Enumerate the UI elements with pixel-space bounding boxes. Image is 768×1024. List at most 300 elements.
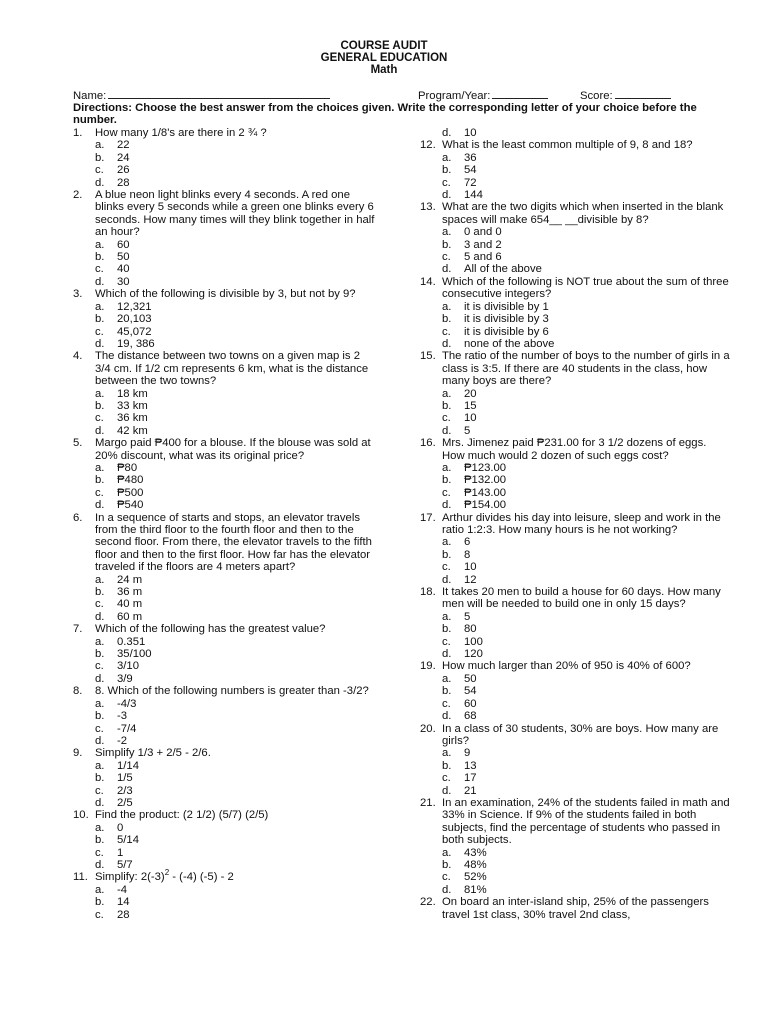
choice-text: 8 xyxy=(464,548,471,561)
question-number: 15. xyxy=(420,350,436,363)
answer-choice xyxy=(73,177,378,189)
answer-choice xyxy=(73,586,378,598)
answer-choice xyxy=(73,263,378,275)
left-column xyxy=(73,127,378,921)
choice-letter: b. xyxy=(95,648,105,661)
choice-text: 35/100 xyxy=(117,648,152,661)
choice-text: 60 xyxy=(464,697,477,710)
choice-letter: c. xyxy=(95,263,104,276)
question-text: Arthur divides his day into leisure, sleep and work in the ratio 1:2:3. How many hours is he not working? xyxy=(442,511,721,536)
title-subject: Math xyxy=(370,64,398,76)
question-18 xyxy=(420,586,732,660)
choice-text: 5 xyxy=(464,610,471,623)
question-text: 8. Which of the following numbers is greater than -3/2? xyxy=(95,685,369,698)
question-21 xyxy=(420,797,732,896)
choice-letter: a. xyxy=(442,747,452,760)
question-text: How much larger than 20% of 950 is 40% of 600? xyxy=(442,660,691,673)
answer-choice xyxy=(73,772,378,784)
choice-letter: a. xyxy=(95,883,105,896)
answer-choice xyxy=(420,685,732,697)
choice-letter: a. xyxy=(442,226,452,239)
question-text: What are the two digits which when inserted in the blank spaces will make 654__ __divisible by 8? xyxy=(442,201,724,226)
choice-text: 10 xyxy=(464,127,477,139)
choice-text: ₱132.00 xyxy=(464,474,507,487)
choice-letter: b. xyxy=(95,151,105,164)
choice-letter: a. xyxy=(95,300,105,313)
answer-choice xyxy=(73,797,378,809)
choice-text: 5 and 6 xyxy=(464,251,502,264)
choice-letter: b. xyxy=(95,399,105,412)
choice-letter: b. xyxy=(442,399,452,412)
choice-letter: a. xyxy=(95,461,105,474)
answer-choice xyxy=(73,598,378,610)
choice-letter: c. xyxy=(442,697,451,710)
answer-choice xyxy=(73,499,378,511)
answer-choice xyxy=(73,896,378,908)
answer-choice xyxy=(73,735,378,747)
question-number: 18. xyxy=(420,586,436,599)
answer-choice xyxy=(73,139,378,151)
answer-choice xyxy=(420,239,732,251)
choice-text: ₱143.00 xyxy=(464,486,507,499)
question-number: 22. xyxy=(420,896,436,909)
choice-text: 0.351 xyxy=(117,635,146,648)
answer-choice xyxy=(73,710,378,722)
answer-choice xyxy=(73,487,378,499)
answer-choice xyxy=(420,884,732,896)
answer-choice xyxy=(73,388,378,400)
question-number: 2. xyxy=(73,189,83,202)
choice-text: 1/14 xyxy=(117,759,139,772)
title-course-audit: COURSE AUDIT xyxy=(340,40,428,52)
answer-choice xyxy=(420,177,732,189)
question-text: Simplify 1/3 + 2/5 - 2/6. xyxy=(95,747,211,760)
choice-text: 80 xyxy=(464,623,477,636)
choice-text: -4 xyxy=(117,883,128,896)
question-number: 12. xyxy=(420,139,436,152)
choice-letter: b. xyxy=(95,474,105,487)
answer-choice xyxy=(420,611,732,623)
choice-letter: c. xyxy=(95,486,104,499)
choice-letter: b. xyxy=(95,896,105,909)
choice-letter: a. xyxy=(442,672,452,685)
question-number: 7. xyxy=(73,623,83,636)
choice-letter: d. xyxy=(442,784,452,797)
choice-letter: d. xyxy=(442,710,452,723)
choice-text: 54 xyxy=(464,685,477,698)
choice-text: ₱123.00 xyxy=(464,461,507,474)
answer-choice xyxy=(73,164,378,176)
answer-choice xyxy=(73,251,378,263)
choice-text: it is divisible by 6 xyxy=(464,325,549,338)
choice-letter: b. xyxy=(442,858,452,871)
choice-letter: c. xyxy=(442,561,451,574)
question-7 xyxy=(73,623,378,685)
question-text: In a class of 30 students, 30% are boys. How many are girls? xyxy=(442,722,719,747)
question-4 xyxy=(73,350,378,437)
answer-choice xyxy=(73,326,378,338)
answer-choice xyxy=(73,412,378,424)
choice-letter: d. xyxy=(95,499,105,512)
question-text: On board an inter-island ship, 25% of the passengers travel 1st class, 30% travel 2nd class, xyxy=(442,896,709,921)
choice-letter: a. xyxy=(95,759,105,772)
choice-letter: d. xyxy=(442,127,452,139)
answer-choice xyxy=(420,189,732,201)
answer-choice xyxy=(73,301,378,313)
score-blank[interactable] xyxy=(615,88,671,99)
question-15 xyxy=(420,350,732,437)
choice-text: 36 xyxy=(464,151,477,164)
answer-choice xyxy=(420,710,732,722)
answer-choice xyxy=(73,834,378,846)
answer-choice xyxy=(73,859,378,871)
answer-choice xyxy=(420,673,732,685)
answer-choice xyxy=(420,698,732,710)
choice-letter: c. xyxy=(95,325,104,338)
program-year-field[interactable] xyxy=(418,88,548,102)
answer-choice xyxy=(73,313,378,325)
choice-text: 60 xyxy=(117,238,130,251)
choice-letter: c. xyxy=(95,164,104,177)
choice-letter: b. xyxy=(442,313,452,326)
choice-letter: c. xyxy=(442,325,451,338)
choice-text: 10 xyxy=(464,561,477,574)
answer-choice xyxy=(73,648,378,660)
choice-letter: d. xyxy=(95,610,105,623)
answer-choice xyxy=(420,388,732,400)
choice-letter: a. xyxy=(442,610,452,623)
choice-letter: a. xyxy=(95,697,105,710)
choice-letter: c. xyxy=(442,772,451,785)
question-2 xyxy=(73,189,378,288)
choice-letter: a. xyxy=(442,300,452,313)
answer-choice xyxy=(73,822,378,834)
choice-letter: b. xyxy=(95,251,105,264)
choice-letter: b. xyxy=(442,759,452,772)
choice-letter: d. xyxy=(442,883,452,896)
choice-text: it is divisible by 3 xyxy=(464,313,549,326)
choice-text: 14 xyxy=(117,896,130,909)
choice-letter: c. xyxy=(442,412,451,425)
choice-text: none of the above xyxy=(464,337,555,350)
choice-text: 17 xyxy=(464,772,477,785)
choice-text: 81% xyxy=(464,883,487,896)
choice-text: 15 xyxy=(464,399,477,412)
answer-choice xyxy=(73,673,378,685)
choice-text: 0 and 0 xyxy=(464,226,502,239)
answer-choice xyxy=(420,412,732,424)
choice-letter: d. xyxy=(95,734,105,747)
question-9 xyxy=(73,747,378,809)
answer-choice xyxy=(420,859,732,871)
answer-choice xyxy=(420,499,732,511)
choice-text: it is divisible by 1 xyxy=(464,300,549,313)
choice-text: 24 xyxy=(117,151,130,164)
answer-choice xyxy=(73,847,378,859)
question-10 xyxy=(73,809,378,871)
choice-letter: a. xyxy=(442,536,452,549)
question-number: 21. xyxy=(420,796,436,809)
question-text: Mrs. Jimenez paid ₱231.00 for 3 1/2 dozens of eggs. How much would 2 dozen of such eggs cost? xyxy=(442,437,707,462)
question-number: 13. xyxy=(420,201,436,214)
answer-choice xyxy=(420,474,732,486)
choice-letter: d. xyxy=(95,672,105,685)
choice-text: -2 xyxy=(117,734,128,747)
choice-letter: a. xyxy=(95,387,105,400)
choice-text: 20,103 xyxy=(117,313,152,326)
choice-text: 36 m xyxy=(117,586,143,599)
answer-choice xyxy=(73,152,378,164)
question-text: In an examination, 24% of the students failed in math and 33% in Science. If 9% of the students failed in both subjects, find the percentage of students who passed in both subjects. xyxy=(442,796,730,847)
choice-letter: b. xyxy=(442,685,452,698)
answer-choice xyxy=(420,871,732,883)
choice-text: 22 xyxy=(117,139,130,152)
choice-letter: c. xyxy=(95,846,104,859)
answer-choice xyxy=(420,326,732,338)
choice-letter: a. xyxy=(442,461,452,474)
choice-text: 0 xyxy=(117,821,124,834)
answer-choice xyxy=(73,276,378,288)
answer-choice xyxy=(73,338,378,350)
question-5 xyxy=(73,437,378,511)
choice-letter: c. xyxy=(442,176,451,189)
question-number: 17. xyxy=(420,511,436,524)
answer-choice xyxy=(73,462,378,474)
answer-choice xyxy=(73,698,378,710)
choice-letter: b. xyxy=(95,586,105,599)
question-number: 20. xyxy=(420,722,436,735)
answer-choice xyxy=(420,561,732,573)
choice-text: 50 xyxy=(117,251,130,264)
directions: Directions: Choose the best answer from the choices given. Write the corresponding letter of your choice before the number. xyxy=(73,102,697,127)
choice-letter: d. xyxy=(95,796,105,809)
choice-letter: d. xyxy=(95,424,105,437)
answer-choice xyxy=(73,884,378,896)
question-8 xyxy=(73,685,378,747)
choice-letter: c. xyxy=(95,908,104,921)
choice-text: 40 m xyxy=(117,598,143,611)
choice-text: 60 m xyxy=(117,610,143,623)
question-number: 6. xyxy=(73,511,83,524)
choice-text: 52% xyxy=(464,871,487,884)
answer-choice xyxy=(73,400,378,412)
question-22 xyxy=(420,896,732,921)
question-text: What is the least common multiple of 9, 8 and 18? xyxy=(442,139,693,152)
choice-letter: c. xyxy=(95,660,104,673)
answer-choice xyxy=(420,760,732,772)
choice-text: 45,072 xyxy=(117,325,152,338)
question-number: 10. xyxy=(73,809,89,822)
choice-letter: b. xyxy=(442,623,452,636)
choice-letter: d. xyxy=(442,263,452,276)
choice-text: 43% xyxy=(464,846,487,859)
answer-choice xyxy=(420,152,732,164)
score-field[interactable] xyxy=(580,88,671,102)
choice-text: -7/4 xyxy=(117,722,137,735)
question-text: Margo paid ₱400 for a blouse. If the blouse was sold at 20% discount, what was its original price? xyxy=(95,437,371,462)
choice-letter: d. xyxy=(442,424,452,437)
choice-text: 42 km xyxy=(117,424,148,437)
choice-letter: c. xyxy=(95,412,104,425)
question-number: 5. xyxy=(73,437,83,450)
choice-letter: d. xyxy=(442,189,452,202)
choice-letter: d. xyxy=(95,275,105,288)
right-column xyxy=(420,127,732,921)
choice-text: 18 km xyxy=(117,387,148,400)
answer-choice xyxy=(420,847,732,859)
choice-letter: b. xyxy=(442,164,452,177)
question-16 xyxy=(420,437,732,511)
choice-text: 2/5 xyxy=(117,796,133,809)
answer-choice xyxy=(73,723,378,735)
choice-text: 54 xyxy=(464,164,477,177)
name-field[interactable] xyxy=(73,88,330,102)
choice-text: 12 xyxy=(464,573,477,586)
answer-choice xyxy=(73,474,378,486)
question-11 xyxy=(73,868,378,921)
choice-text: 68 xyxy=(464,710,477,723)
choice-letter: b. xyxy=(95,772,105,785)
question-number: 3. xyxy=(73,288,83,301)
choice-letter: c. xyxy=(95,722,104,735)
choice-text: 50 xyxy=(464,672,477,685)
program-year-blank[interactable] xyxy=(492,88,548,99)
choice-text: ₱540 xyxy=(117,499,144,512)
question-6 xyxy=(73,512,378,624)
choice-text: 48% xyxy=(464,858,487,871)
choice-letter: b. xyxy=(442,474,452,487)
question-number: 8. xyxy=(73,685,83,698)
choice-letter: a. xyxy=(95,821,105,834)
answer-choice xyxy=(420,772,732,784)
choice-text: ₱154.00 xyxy=(464,499,507,512)
choice-text: 24 m xyxy=(117,573,143,586)
answer-choice xyxy=(73,909,378,921)
choice-text: 3 and 2 xyxy=(464,238,502,251)
choice-text: 6 xyxy=(464,536,471,549)
choice-text: 1 xyxy=(117,846,124,859)
choice-letter: d. xyxy=(442,573,452,586)
question-number: 9. xyxy=(73,747,83,760)
choice-text: 20 xyxy=(464,387,477,400)
choice-text: 21 xyxy=(464,784,477,797)
choice-text: 33 km xyxy=(117,399,148,412)
answer-choice xyxy=(420,574,732,586)
program-year-label: Program/Year: xyxy=(418,90,491,102)
question-text: It takes 20 men to build a house for 60 days. How many men will be needed to build one in only 15 days? xyxy=(442,586,721,611)
choice-text: 5/14 xyxy=(117,834,139,847)
answer-choice xyxy=(420,400,732,412)
choice-letter: c. xyxy=(95,598,104,611)
choice-letter: a. xyxy=(95,635,105,648)
choice-text: 72 xyxy=(464,176,477,189)
choice-letter: a. xyxy=(442,387,452,400)
question-17 xyxy=(420,512,732,586)
answer-choice xyxy=(420,487,732,499)
answer-choice xyxy=(73,636,378,648)
choice-letter: c. xyxy=(95,784,104,797)
question-text: Simplify: $2(-3)^2 - (-4)$ (-5) - 2 xyxy=(95,868,234,884)
answer-choice xyxy=(420,648,732,660)
choice-text: 1/5 xyxy=(117,772,133,785)
answer-choice xyxy=(420,251,732,263)
choice-letter: d. xyxy=(442,499,452,512)
choice-text: 5 xyxy=(464,424,471,437)
answer-choice xyxy=(73,574,378,586)
name-blank[interactable] xyxy=(108,88,330,99)
choice-text: 30 xyxy=(117,275,130,288)
choice-letter: b. xyxy=(442,238,452,251)
choice-text: 120 xyxy=(464,648,483,661)
question-number: 16. xyxy=(420,437,436,450)
answer-choice xyxy=(420,263,732,275)
choice-text: ₱80 xyxy=(117,461,138,474)
answer-choice xyxy=(73,425,378,437)
answer-choice xyxy=(420,338,732,350)
choice-letter: b. xyxy=(95,834,105,847)
question-text: The distance between two towns on a given map is 2 3/4 cm. If 1/2 cm represents 6 km, what is the distance between the two towns? xyxy=(95,350,369,388)
question-text: How many 1/8's are there in 2 ¾ ? xyxy=(95,127,267,139)
choice-letter: b. xyxy=(95,710,105,723)
choice-letter: a. xyxy=(442,846,452,859)
choice-text: 5/7 xyxy=(117,858,133,871)
choice-text: 28 xyxy=(117,908,130,921)
choice-letter: a. xyxy=(95,573,105,586)
answer-choice xyxy=(73,660,378,672)
question-text: The ratio of the number of boys to the number of girls in a class is 3:5. If there are 40 students in the class, how many boys are there? xyxy=(442,350,730,388)
choice-letter: a. xyxy=(442,151,452,164)
answer-choice xyxy=(420,549,732,561)
score-label: Score: xyxy=(580,90,613,102)
question-19 xyxy=(420,660,732,722)
question-text: A blue neon light blinks every 4 seconds. A red one blinks every 5 seconds while a green one blinks every 6 seconds. How many times will they blink together in half an hour? xyxy=(95,189,375,239)
choice-letter: c. xyxy=(442,635,451,648)
choice-letter: c. xyxy=(442,871,451,884)
choice-text: 26 xyxy=(117,164,130,177)
answer-choice xyxy=(420,301,732,313)
choice-letter: a. xyxy=(95,238,105,251)
question-text: In a sequence of starts and stops, an elevator travels from the third floor to the fourth floor and then to the second floor. From there, the elevator travels to the fifth floor and then to the first floor. How far has the elevator traveled if the floors are 4 meters apart? xyxy=(95,511,372,574)
question-14 xyxy=(420,276,732,350)
choice-letter: d. xyxy=(442,337,452,350)
answer-choice xyxy=(420,536,732,548)
question-13 xyxy=(420,201,732,275)
choice-text: -4/3 xyxy=(117,697,137,710)
title-general-education: GENERAL EDUCATION xyxy=(320,52,448,64)
answer-choice xyxy=(73,611,378,623)
choice-letter: b. xyxy=(95,313,105,326)
question-number: 4. xyxy=(73,350,83,363)
answer-choice xyxy=(420,226,732,238)
choice-text: All of the above xyxy=(464,263,542,276)
question-12 xyxy=(420,139,732,201)
answer-choice xyxy=(420,636,732,648)
answer-choice xyxy=(420,785,732,797)
question-number: 14. xyxy=(420,275,436,288)
choice-text: 3/10 xyxy=(117,660,139,673)
choice-text: ₱500 xyxy=(117,486,144,499)
answer-choice xyxy=(420,127,732,139)
question-cont xyxy=(420,127,732,139)
question-20 xyxy=(420,723,732,797)
choice-text: ₱480 xyxy=(117,474,144,487)
choice-text: 19, 386 xyxy=(117,337,155,350)
answer-choice xyxy=(420,747,732,759)
question-3 xyxy=(73,288,378,350)
answer-choice xyxy=(420,462,732,474)
choice-letter: d. xyxy=(95,858,105,871)
choice-letter: d. xyxy=(95,337,105,350)
